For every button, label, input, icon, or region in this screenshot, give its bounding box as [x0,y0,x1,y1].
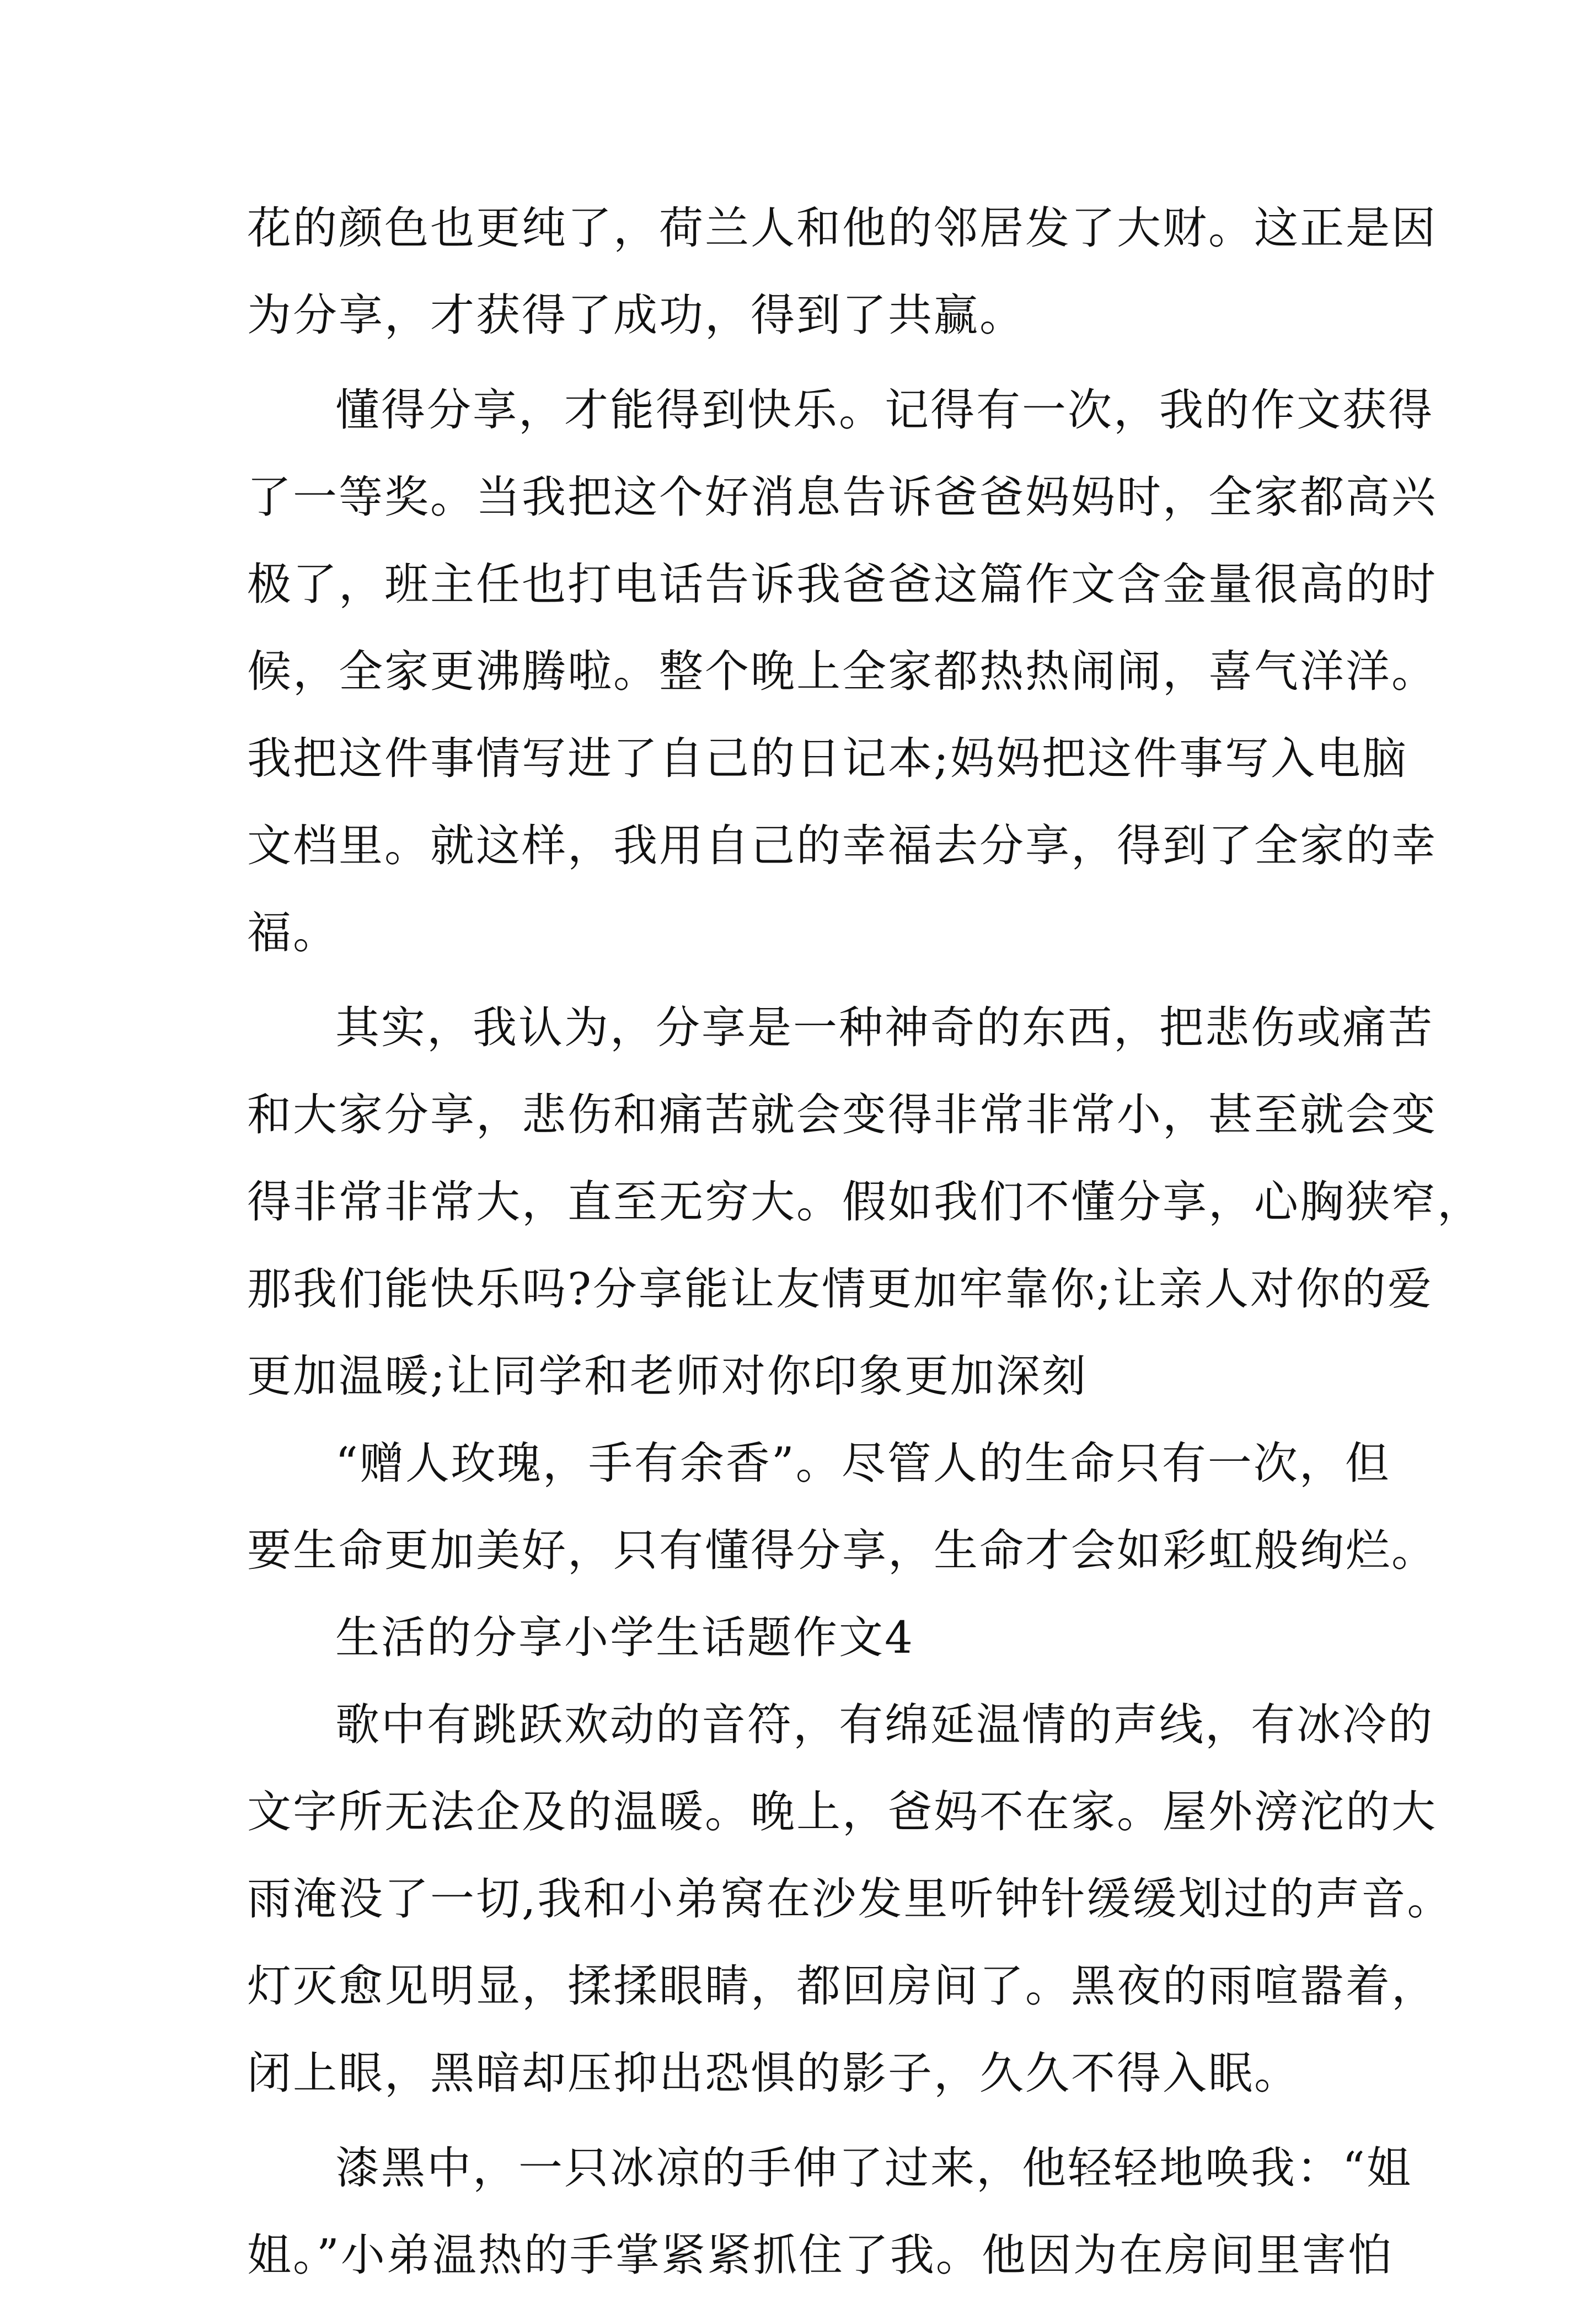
text-line: 文档里。就这样，我用自己的幸福去分享，得到了全家的幸 [247,820,1437,871]
paragraph-first-line: “赠人玫瑰，手有余香”。尽管人的生命只有一次，但 [335,1438,1391,1489]
essay-text [247,185,1483,2299]
text-line: 候，全家更沸腾啦。整个晚上全家都热热闹闹，喜气洋洋。 [247,646,1437,697]
section-heading: 生活的分享小学生话题作文4 [335,1612,914,1663]
text-line: 闭上眼，黑暗却压抑出恐惧的影子，久久不得入眠。 [247,2048,1300,2099]
text-line: 更加温暖;让同学和老师对你印象更加深刻 [247,1351,1088,1402]
text-line: 我把这件事情写进了自己的日记本;妈妈把这件事写入电脑 [247,733,1408,784]
text-line: 雨淹没了一切,我和小弟窝在沙发里听钟针缓缓划过的声音。 [247,1873,1453,1925]
text-line: 和大家分享，悲伤和痛苦就会变得非常非常小，甚至就会变 [247,1089,1437,1140]
text-line: 福。 [247,907,339,958]
paragraph-first-line: 其实，我认为，分享是一种神奇的东西，把悲伤或痛苦 [335,1002,1434,1053]
text-line: 极了，班主任也打电话告诉我爸爸这篇作文含金量很高的时 [247,559,1437,610]
text-line: 为分享，才获得了成功，得到了共赢。 [247,290,1025,341]
text-line: 姐。”小弟温热的手掌紧紧抓住了我。他因为在房间里害怕 [247,2230,1394,2281]
paragraph-first-line: 漆黑中，一只冰凉的手伸了过来，他轻轻地唤我：“姐 [335,2142,1412,2194]
text-line: 了一等奖。当我把这个好消息告诉爸爸妈妈时，全家都高兴 [247,471,1437,523]
paragraph-first-line: 懂得分享，才能得到快乐。记得有一次，我的作文获得 [335,384,1434,436]
text-line: 要生命更加美好，只有懂得分享，生命才会如彩虹般绚烂。 [247,1525,1437,1576]
text-line: 灯灭愈见明显，揉揉眼睛，都回房间了。黑夜的雨喧嚣着， [247,1960,1437,2012]
text-line: 那我们能快乐吗?分享能让友情更加牢靠你;让亲人对你的爱 [247,1263,1433,1315]
text-line: 文字所无法企及的温暖。晚上，爸妈不在家。屋外滂沱的大 [247,1786,1437,1837]
paragraph-first-line: 歌中有跳跃欢动的音符，有绵延温情的声线，有冰冷的 [335,1699,1434,1750]
text-line: 得非常非常大，直至无穷大。假如我们不懂分享，心胸狭窄， [247,1176,1483,1228]
text-line: 花的颜色也更纯了，荷兰人和他的邻居发了大财。这正是因 [247,202,1437,254]
